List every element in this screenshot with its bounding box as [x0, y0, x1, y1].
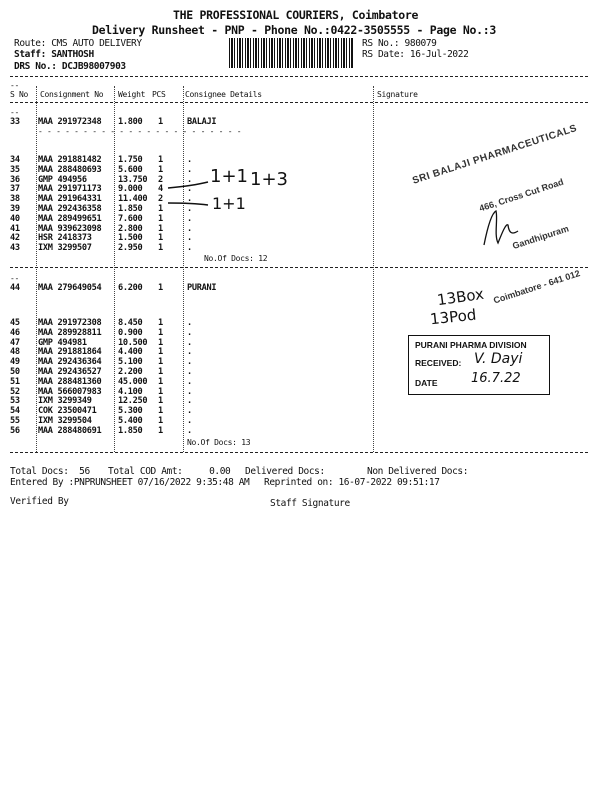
consignee-name: BALAJI — [187, 117, 217, 127]
verified-by: Verified By — [10, 496, 69, 507]
divider — [10, 76, 588, 77]
drs-number: DRS No.: DCJB98007903 — [14, 61, 126, 72]
col-details: Consignee Details — [185, 90, 262, 99]
col-consignment: Consignment No — [40, 90, 104, 99]
note-2: 1+3 — [250, 169, 288, 190]
col-pcs: PCS — [152, 90, 166, 99]
purani-stamp: PURANI PHARMA DIVISION RECEIVED: DATE V. Dayi 16.7.22 — [408, 335, 550, 395]
date-handwritten: 16.7.22 — [471, 371, 521, 386]
total-cod: Total COD Amt: 0.00 — [108, 466, 231, 477]
col-sno: S No — [10, 90, 29, 99]
runsheet-title: Delivery Runsheet - PNP - Phone No.:0422-3505555 - Page No.:3 — [92, 23, 497, 37]
non-delivered-docs: Non Delivered Docs: — [367, 466, 469, 477]
rs-date: RS Date: 16-Jul-2022 — [362, 49, 469, 60]
col-weight: Weight — [118, 90, 146, 99]
balaji-stamp: SRI BALAJI PHARMACEUTICALS 466, Cross Cut Road Gandhipuram Coimbatore - 641 012 — [411, 122, 582, 306]
company-title: THE PROFESSIONAL COURIERS, Coimbatore — [173, 8, 419, 22]
total-docs: Total Docs: 56 — [10, 466, 90, 477]
route-label: Route: CMS AUTO DELIVERY — [14, 38, 142, 49]
rs-number: RS No.: 980079 — [362, 38, 437, 49]
docs-count: No.Of Docs: 12 — [204, 254, 268, 263]
delivered-docs: Delivered Docs: — [245, 466, 325, 477]
staff-signature: Staff Signature — [270, 498, 350, 509]
docs-count: No.Of Docs: 13 — [187, 438, 251, 447]
note-3: 1+1 — [212, 194, 246, 213]
note-4: 13Box — [435, 284, 486, 310]
entered-by: Entered By :PNPRUNSHEET 07/16/2022 9:35:48 AM — [10, 477, 250, 488]
note-5: 13Pod — [429, 305, 478, 329]
consignee-name: PURANI — [187, 283, 217, 293]
divider — [10, 452, 588, 453]
reprinted-on: Reprinted on: 16-07-2022 09:51:17 — [264, 477, 440, 488]
staff-label: Staff: SANTHOSH — [14, 49, 94, 60]
signature-icon — [478, 205, 523, 250]
divider — [10, 102, 588, 103]
barcode — [229, 38, 353, 68]
note-1: 1+1 — [210, 166, 248, 187]
received-signature: V. Dayi — [474, 351, 523, 367]
col-signature: Signature — [377, 90, 418, 99]
